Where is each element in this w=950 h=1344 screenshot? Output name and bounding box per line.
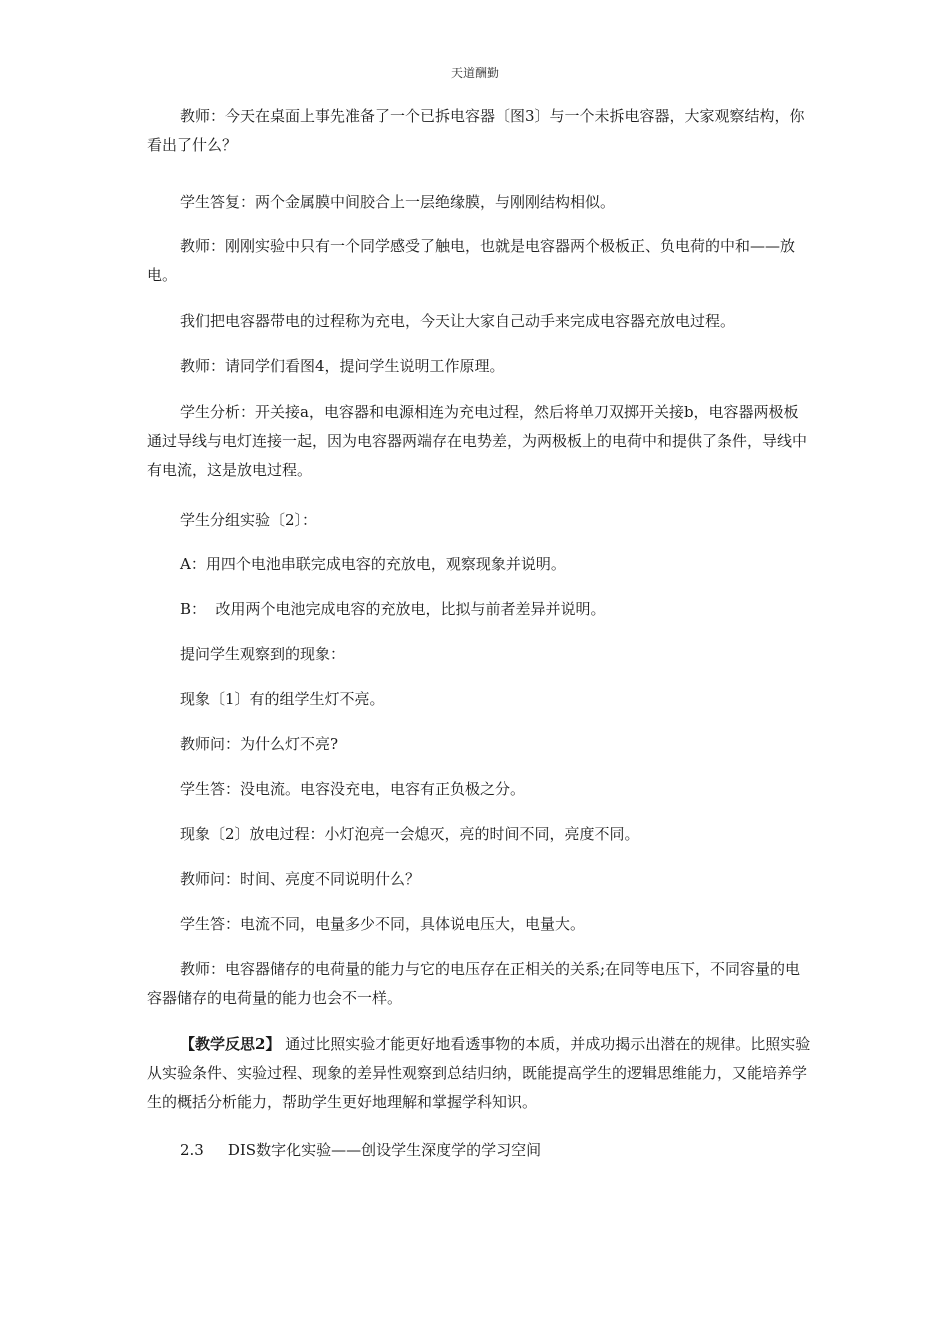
reflection-paragraph [147, 1030, 812, 1117]
page-header: 天道酬勤 [450, 66, 499, 80]
paragraph-13: 学生答：没电流。电容没充电，电容有正负极之分。 [180, 780, 526, 798]
paragraph-9: B： 改用两个电池完成电容的充放电，比拟与前者差异并说明。 [180, 600, 606, 618]
paragraph-10: 提问学生观察到的现象： [180, 645, 346, 663]
paragraph-1: 教师：今天在桌面上事先准备了一个已拆电容器〔图3〕与一个未拆电容器，大家观察结构，你看出了什么？ [147, 107, 805, 154]
paragraph-16: 学生答：电流不同，电量多少不同，具体说电压大，电量大。 [180, 915, 586, 933]
reflection-label: 【教学反思2】 [180, 1035, 281, 1053]
paragraph-2: 学生答复：两个金属膜中间胶合上一层绝缘膜，与刚刚结构相似。 [180, 193, 616, 211]
paragraph-6: 学生分析：开关接a，电容器和电源相连为充电过程，然后将单刀双掷开关接b，电容器两极板通过导线与电灯连接一起，因为电容器两端存在电势差，为两极板上的电荷中和提供了条件，导线中有电流，这是放电过程。 [147, 403, 808, 479]
paragraph-12: 教师问：为什么灯不亮? [180, 735, 339, 753]
section-heading [147, 1136, 812, 1165]
paragraph-14: 现象〔2〕放电过程：小灯泡亮一会熄灭，亮的时间不同，亮度不同。 [180, 825, 640, 843]
paragraph-11: 现象〔1〕有的组学生灯不亮。 [180, 690, 385, 708]
reflection-text: 通过比照实验才能更好地看透事物的本质，并成功揭示出潜在的规律。比照实验从实验条件、实验过程、现象的差异性观察到总结归纳，既能提高学生的逻辑思维能力，又能培养学生的概括分析能力，帮助学生更好地理解和掌握学科知识。 [147, 1035, 811, 1111]
paragraph-4: 我们把电容器带电的过程称为充电，今天让大家自己动手来完成电容器充放电过程。 [180, 312, 736, 330]
paragraph-17: 教师：电容器储存的电荷量的能力与它的电压存在正相关的关系;在同等电压下，不同容量的电容器储存的电荷量的能力也会不一样。 [147, 960, 801, 1007]
section-number: 2.3 [180, 1141, 204, 1159]
paragraph-8: A：用四个电池串联完成电容的充放电，观察现象并说明。 [180, 555, 566, 573]
section-title: DIS数字化实验——创设学生深度学的学习空间 [227, 1141, 542, 1159]
paragraph-3: 教师：刚刚实验中只有一个同学感受了触电，也就是电容器两个极板正、负电荷的中和——放电。 [147, 237, 796, 284]
paragraph-5: 教师：请同学们看图4，提问学生说明工作原理。 [180, 357, 505, 375]
paragraph-7: 学生分组实验〔2〕： [180, 511, 318, 529]
paragraph-15: 教师问：时间、亮度不同说明什么？ [180, 870, 421, 888]
